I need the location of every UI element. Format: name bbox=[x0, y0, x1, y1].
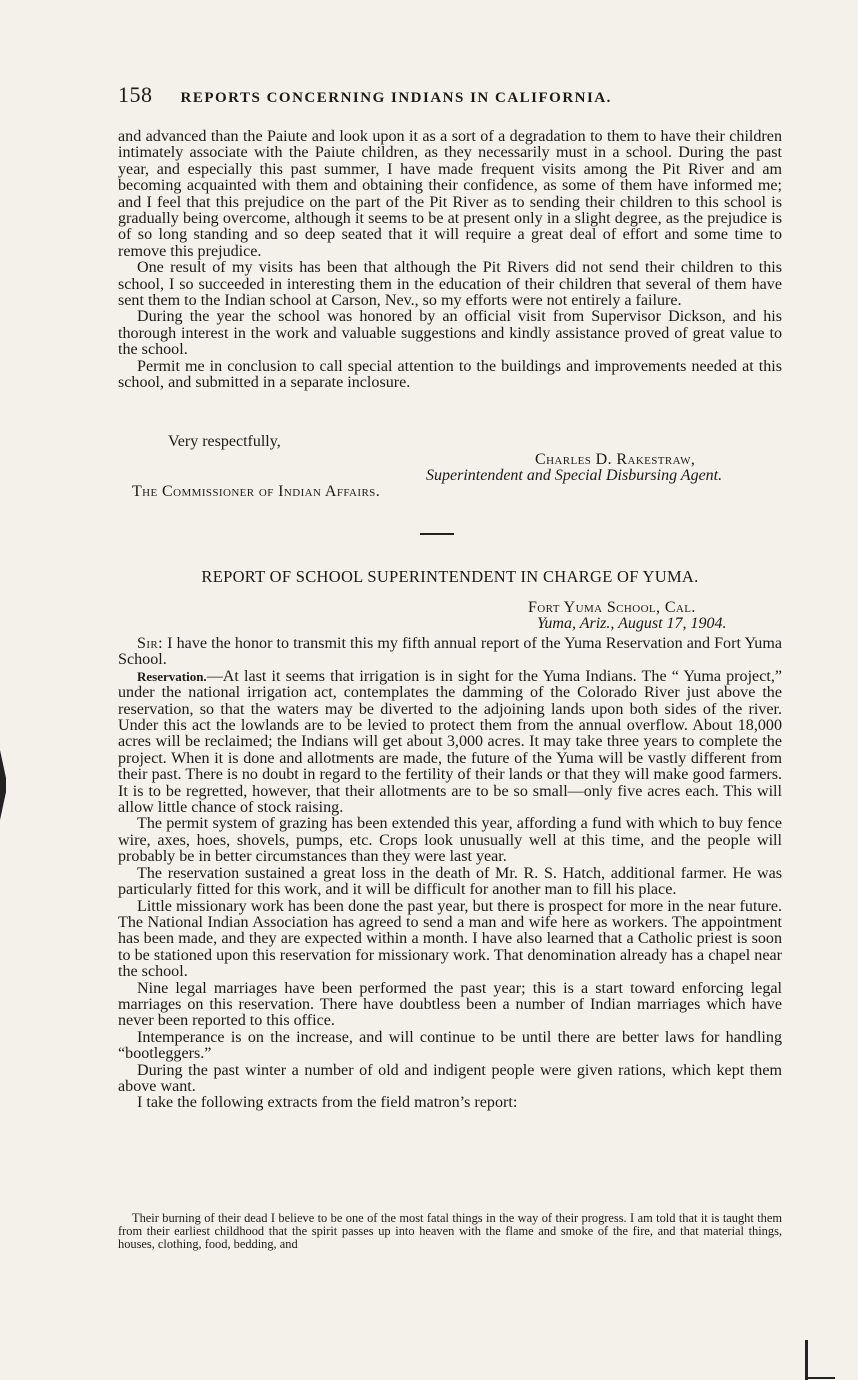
addressee: The Commissioner of Indian Affairs. bbox=[132, 483, 381, 500]
paragraph: During the past winter a number of old and indigent people were given rations, which kept them above want. bbox=[118, 1061, 782, 1095]
paragraph: Intemperance is on the increase, and will continue to be until there are better laws for handling “bootleggers.” bbox=[118, 1028, 782, 1063]
paragraph: One result of my visits has been that although the Pit Rivers did not send their children to this school, I so succeeded in interesting them in the education of their children that several of them have sent them to the Indian school at Carson, Nev., so my efforts were not entirely a failure. bbox=[118, 259, 782, 310]
section-rakestraw-letter bbox=[118, 129, 782, 392]
signer-name: Charles D. Rakestraw, bbox=[535, 451, 696, 468]
scan-edge-mark bbox=[0, 750, 6, 820]
paragraph: I take the following extracts from the field matron’s report: bbox=[137, 1094, 518, 1112]
signer-title: Superintendent and Special Disbursing Agent. bbox=[426, 467, 723, 484]
salutation: Sir: bbox=[137, 635, 164, 652]
paragraph: The permit system of grazing has been extended this year, affording a fund with which to buy fence wire, axes, hoes, shovels, pumps, etc. Crops look unusually well at this time, and the people will probably be in better circumstances than they were last year. bbox=[118, 815, 782, 866]
reservation-text: —At last it seems that irrigation is in sight for the Yuma Indians. The “ Yuma project,” under the national irrigation act, contemplates the damming of the Colorado River just above the reservation, so that the waters may be diverted to the adjoining lands upon both sides of the river. Under this act the lowlands are to be levied to protect them from the annual overflow. About 18,000 acres will be reclaimed; the Indians will get about 3,000 acres. It may take three years to complete the project. When it is done and allotments are made, the future of the Yuma will be vastly different from their past. There is no doubt in regard to the fertility of their lands or that they will make good farmers. It is to be regretted, however, that their allotments are to be so small—only five acres each. This will allow little chance of stock raising. bbox=[118, 667, 782, 817]
page-number: 158 bbox=[118, 82, 153, 107]
scan-edge-line-bottom bbox=[805, 1377, 835, 1379]
intro-text: I have the honor to transmit this my fifth annual report of the Yuma Reservation and Fort Yuma School. bbox=[118, 635, 782, 669]
scan-edge-line bbox=[805, 1340, 808, 1380]
extract-paragraph: Their burning of their dead I believe to be one of the most fatal things in the way of their progress. I am told that it is taught them from their earliest childhood that the spirit passes up into heaven with the flame and smoke of the fire, and that material things, houses, clothing, food, bedding, and bbox=[118, 1211, 782, 1251]
running-title: REPORTS CONCERNING INDIANS IN CALIFORNIA. bbox=[180, 90, 612, 106]
paragraph: and advanced than the Paiute and look upon it as a sort of a degradation to them to have their children intimately associate with the Paiute children, as they necessarily must in a school. During the past year, and especially this past summer, I have made frequent visits among the Pit River and am becoming acquainted with them and obtaining their confidence, as some of them have informed me; and I feel that this prejudice on the part of the Pit River as to sending their children to this school is gradually being overcome, although it seems to be at present only in a slight degree, as the prejudice is of so long standing and so deep seated that it will require a great deal of effort and some time to remove this prejudice. bbox=[118, 128, 782, 260]
matron-report-extract bbox=[118, 1212, 782, 1250]
paragraph: Permit me in conclusion to call special attention to the buildings and improvements needed at this school, and submitted in a separate inclosure. bbox=[118, 357, 782, 392]
dateline: Yuma, Ariz., August 17, 1904. bbox=[537, 615, 727, 632]
paragraph: The reservation sustained a great loss in the death of Mr. R. S. Hatch, additional farmer. He was particularly fitted for this work, and it will be difficult for another man to fill his place. bbox=[118, 864, 782, 899]
closing: Very respectfully, bbox=[168, 433, 281, 450]
section-title: REPORT OF SCHOOL SUPERINTENDENT IN CHARGE OF YUMA. bbox=[201, 567, 699, 586]
reservation-paragraph bbox=[118, 669, 782, 817]
paragraph: During the year the school was honored by an official visit from Supervisor Dickson, and his thorough interest in the work and valuable suggestions and kindly assistance proved of great value to the school. bbox=[118, 308, 782, 359]
running-header bbox=[118, 82, 718, 108]
reservation-label: Reservation. bbox=[137, 668, 207, 684]
section-divider bbox=[420, 533, 454, 535]
paragraph: Nine legal marriages have been performed the past year; this is a start toward enforcing legal marriages on this reservation. There have doubtless been a number of Indian marriages which have never been reported to this office. bbox=[118, 979, 782, 1030]
intro-paragraph bbox=[118, 636, 782, 669]
section-yuma-report bbox=[118, 636, 782, 1112]
place-line: Fort Yuma School, Cal. bbox=[528, 599, 696, 616]
paragraph: Little missionary work has been done the past year, but there is prospect for more in the near future. The National Indian Association has agreed to send a man and wife here as workers. The appointment has been made, and they are expected within a month. I have also learned that a Catholic priest is soon to be stationed upon this reservation for missionary work. That denomination already has a chapel near the school. bbox=[118, 897, 782, 981]
